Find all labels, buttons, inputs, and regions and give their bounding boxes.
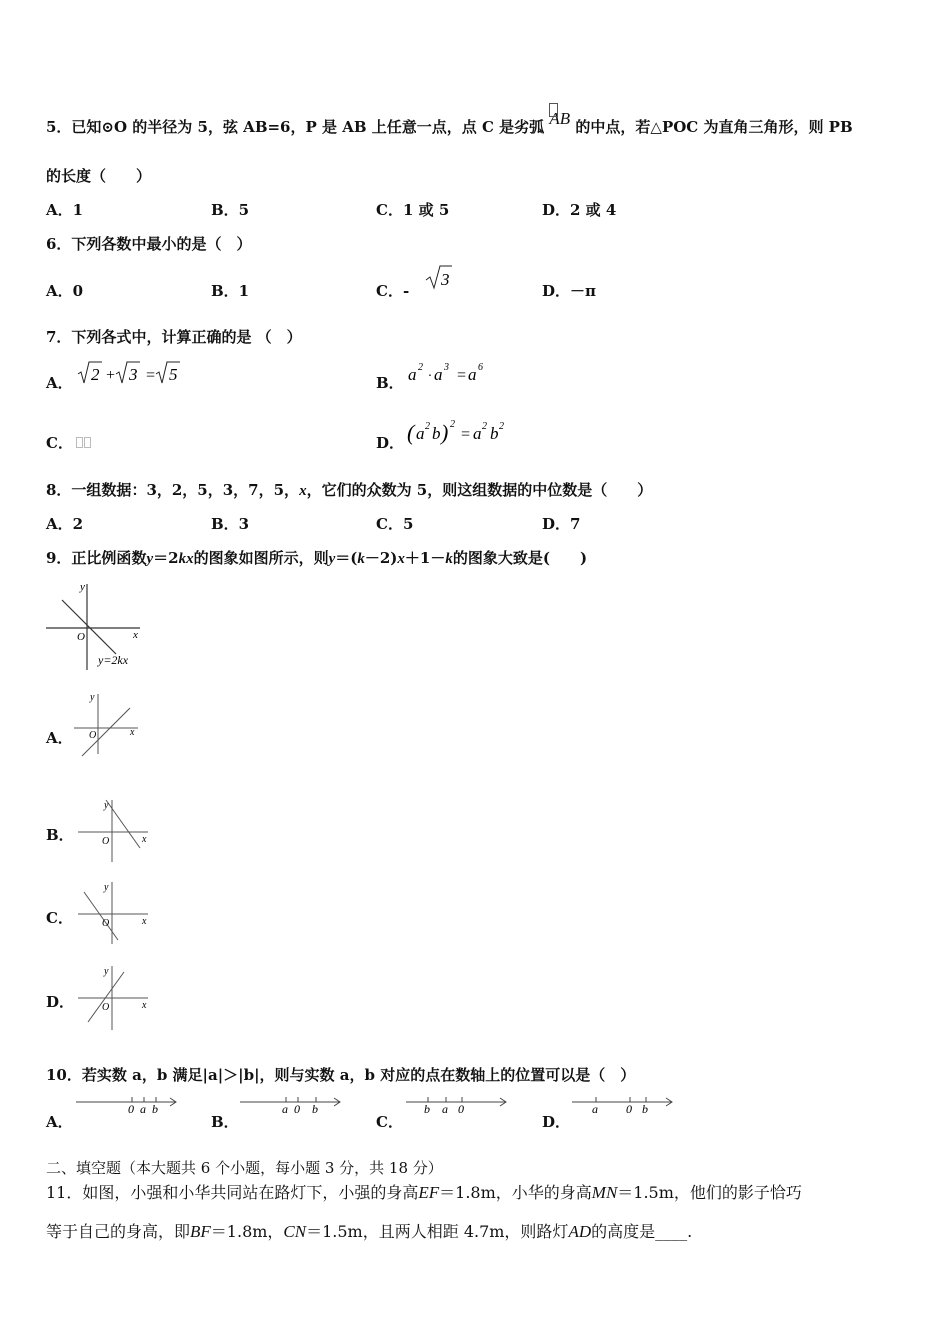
svg-text:=: = xyxy=(460,426,471,443)
q9-option-d[interactable]: D． xyxy=(46,993,75,1011)
svg-text:): ) xyxy=(441,420,449,445)
svg-text:x: x xyxy=(130,727,135,738)
q6-sqrt3 xyxy=(424,264,454,290)
svg-text:O: O xyxy=(102,918,110,929)
q5-text-c: 的长度（ ） xyxy=(46,167,152,185)
svg-text:O: O xyxy=(77,631,85,643)
svg-text:y: y xyxy=(80,581,85,593)
q9-option-b[interactable]: B． xyxy=(46,826,74,844)
q7-expr-b xyxy=(406,360,506,388)
q6-radicand: 3 xyxy=(441,270,450,289)
q8-stem: 8．一组数据：3，2，5，3，7，5，x，它们的众数为 5，则这组数据的中位数是（ ） xyxy=(46,481,653,499)
q9-stem: 9．正比例函数y＝2kx的图象如图所示，则y＝(k－2)x＋1－k的图象大致是( ) xyxy=(46,549,588,567)
q9-graph-d xyxy=(76,962,152,1032)
svg-text:O: O xyxy=(102,836,110,847)
q7-expr-a xyxy=(76,358,196,388)
svg-text:2: 2 xyxy=(418,362,423,373)
svg-text:0: 0 xyxy=(626,1102,632,1116)
broken-image-icon xyxy=(76,437,92,449)
svg-text:b: b xyxy=(432,424,441,443)
svg-text:·: · xyxy=(428,369,432,384)
svg-text:0: 0 xyxy=(128,1102,134,1116)
q6-stem: 6．下列各数中最小的是（ ） xyxy=(46,235,252,253)
q9-option-a[interactable]: A． xyxy=(46,729,73,747)
svg-text:a: a xyxy=(592,1102,598,1116)
svg-text:a: a xyxy=(282,1102,288,1116)
svg-text:O: O xyxy=(102,1002,110,1013)
svg-text:2: 2 xyxy=(450,419,455,430)
svg-text:0: 0 xyxy=(294,1102,300,1116)
svg-text:=: = xyxy=(145,367,156,384)
q10-stem: 10．若实数 a，b 满足|a|＞|b|，则与实数 a，b 对应的点在数轴上的位置可以是（ ） xyxy=(46,1066,636,1084)
svg-text:x: x xyxy=(142,834,147,845)
svg-text:2: 2 xyxy=(425,421,430,432)
q10-option-a[interactable]: A． xyxy=(46,1113,73,1131)
svg-text:b: b xyxy=(152,1102,158,1116)
svg-text:y: y xyxy=(90,692,95,703)
svg-text:x: x xyxy=(133,629,138,641)
q6-option-d[interactable]: D．－π xyxy=(542,282,596,300)
svg-text:5: 5 xyxy=(169,365,178,384)
q7-option-d[interactable]: D． xyxy=(376,434,405,452)
svg-text:y: y xyxy=(104,800,109,811)
svg-text:a: a xyxy=(473,424,482,443)
q11-line1: 11．如图，小强和小华共同站在路灯下，小强的身高EF＝1.8m，小华的身高MN＝1.5m，他们的影子恰巧 xyxy=(46,1183,802,1202)
q5-option-c[interactable]: C．1 或 5 xyxy=(376,201,450,219)
q6-option-b[interactable]: B．1 xyxy=(211,282,250,300)
svg-text:0: 0 xyxy=(458,1102,464,1116)
svg-text:y: y xyxy=(104,966,109,977)
svg-text:a: a xyxy=(408,365,417,384)
q9-graph-a xyxy=(72,690,142,766)
q11-line2: 等于自己的身高，即BF＝1.8m，CN＝1.5m，且两人相距 4.7m，则路灯AD的高度是____. xyxy=(46,1222,693,1241)
svg-text:a: a xyxy=(468,365,477,384)
q9-graph-c xyxy=(76,878,152,948)
q10-numberline-c xyxy=(402,1090,512,1116)
q5-text-a: 5．已知⊙O 的半径为 5，弦 AB=6，P 是 AB 上任意一点，点 C 是劣弧 xyxy=(46,118,545,136)
q5-arc-label: AB xyxy=(549,109,570,129)
q9-option-c[interactable]: C． xyxy=(46,909,73,927)
q8-option-d[interactable]: D．7 xyxy=(542,515,581,533)
svg-text:a: a xyxy=(416,424,425,443)
q10-numberline-d xyxy=(568,1090,678,1116)
q8-option-c[interactable]: C．5 xyxy=(376,515,414,533)
svg-text:2: 2 xyxy=(482,421,487,432)
svg-text:6: 6 xyxy=(478,362,483,373)
q6-option-c[interactable]: C．- xyxy=(376,282,410,300)
q10-option-b[interactable]: B． xyxy=(211,1113,239,1131)
graph-line xyxy=(62,600,116,654)
q8-option-a[interactable]: A．2 xyxy=(46,515,84,533)
q7-option-a[interactable]: A． xyxy=(46,374,73,392)
svg-text:(: ( xyxy=(407,420,415,445)
svg-text:3: 3 xyxy=(444,362,449,373)
section2-title: 二、填空题（本大题共 6 个小题，每小题 3 分，共 18 分） xyxy=(46,1159,443,1177)
svg-text:a: a xyxy=(442,1102,448,1116)
q10-numberline-a xyxy=(72,1090,182,1116)
svg-text:y: y xyxy=(104,882,109,893)
q10-numberline-b xyxy=(236,1090,346,1116)
q5-line1 xyxy=(46,109,853,137)
q9-graph-b xyxy=(76,796,152,866)
q7-option-c[interactable]: C． xyxy=(46,434,73,452)
q7-stem: 7．下列各式中，计算正确的是 （ ） xyxy=(46,328,302,346)
q5-option-d[interactable]: D．2 或 4 xyxy=(542,201,617,219)
svg-text:b: b xyxy=(312,1102,318,1116)
svg-text:3: 3 xyxy=(129,365,138,384)
svg-text:2: 2 xyxy=(91,365,100,384)
svg-text:=: = xyxy=(456,367,467,384)
q5-text-b: 的中点，若△POC 为直角三角形，则 PB xyxy=(575,118,853,136)
q5-option-b[interactable]: B．5 xyxy=(211,201,250,219)
q7-expr-d xyxy=(406,418,526,448)
svg-text:y=2kx: y=2kx xyxy=(98,653,129,667)
arc-placeholder-icon xyxy=(549,103,558,117)
svg-text:b: b xyxy=(424,1102,430,1116)
svg-text:b: b xyxy=(490,424,499,443)
q7-option-b[interactable]: B． xyxy=(376,374,404,392)
q10-option-d[interactable]: D． xyxy=(542,1113,571,1131)
svg-text:O: O xyxy=(89,730,97,741)
q10-option-c[interactable]: C． xyxy=(376,1113,403,1131)
svg-text:b: b xyxy=(642,1102,648,1116)
q9-main-figure xyxy=(44,580,154,672)
svg-text:a: a xyxy=(140,1102,146,1116)
svg-text:x: x xyxy=(142,1000,147,1011)
svg-text:+: + xyxy=(105,367,116,384)
q6-option-a[interactable]: A．0 xyxy=(46,282,84,300)
q5-option-a[interactable]: A．1 xyxy=(46,201,84,219)
svg-text:2: 2 xyxy=(499,421,504,432)
svg-text:a: a xyxy=(434,365,443,384)
q7-option-c-image-placeholder xyxy=(76,434,92,446)
q11-answer-blank[interactable]: ____ xyxy=(655,1222,688,1241)
q8-option-b[interactable]: B．3 xyxy=(211,515,250,533)
svg-text:x: x xyxy=(142,916,147,927)
